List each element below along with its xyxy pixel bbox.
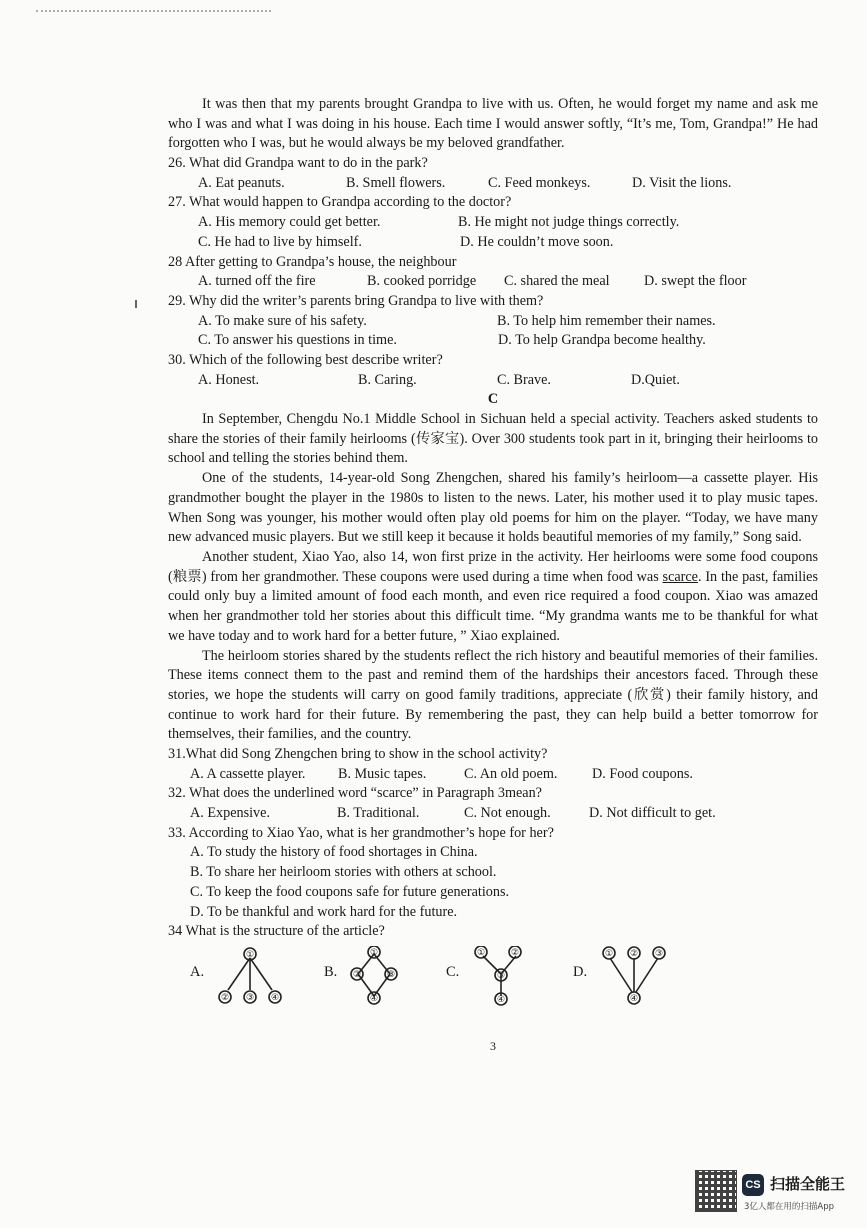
question-33-stem: 33. According to Xiao Yao, what is her grandmother’s hope for her? (168, 824, 554, 841)
option-32c[interactable]: C. Not enough. (464, 805, 551, 822)
option-31d[interactable]: D. Food coupons. (592, 765, 693, 782)
svg-text:①: ① (369, 947, 379, 958)
svg-text:①: ① (604, 948, 614, 959)
svg-text:③: ③ (654, 948, 664, 959)
question-32-options (168, 804, 818, 824)
option-27d[interactable]: D. He couldn’t move soon. (460, 233, 614, 250)
passage-c-paragraph-4: The heirloom stories shared by the students reflect the rich history and beautiful memories of their families. These items connect them to the past and remind them of the hardships their ancestors faced. Through these stories, we hope the students will carry on good family traditions, appreciate (欣赏) their family history, and continue to work hard for their future. By remembering the past, they can help build a better tomorrow for themselves, their families, and the country. (168, 647, 818, 743)
option-29d[interactable]: D. To help Grandpa become healthy. (498, 332, 706, 349)
diagram-c[interactable] (468, 946, 538, 1008)
structure-diagrams (168, 946, 818, 1016)
diagram-d[interactable] (596, 946, 676, 1008)
svg-text:①: ① (476, 947, 486, 958)
passage-c-paragraph-3 (168, 548, 818, 647)
svg-text:②: ② (629, 948, 639, 959)
passage-c-paragraph-2: One of the students, 14-year-old Song Zhengchen, shared his family’s heirloom—a cassette player. His grandmother bought the player in the 1980s to listen to the news. Later, his mother used it to play music tapes. When Song was younger, his mother would often play old poems for him on the player. “Today, we have many new advanced music players. But we still keep it because it holds beautiful memories of my family,” Song said. (168, 470, 818, 546)
option-28a[interactable]: A. turned off the fire (198, 273, 316, 290)
diagram-a[interactable] (212, 946, 292, 1008)
svg-text:④: ④ (629, 993, 639, 1004)
svg-text:③: ③ (386, 969, 396, 980)
section-c-title: C (487, 391, 499, 408)
page-number: 3 (490, 1039, 496, 1053)
underlined-word-scarce: scarce (662, 568, 698, 585)
question-29-options-row1 (168, 312, 818, 332)
option-33a-row (168, 843, 818, 863)
option-28b[interactable]: B. cooked porridge (367, 273, 477, 290)
passage-b-ending: It was then that my parents brought Grandpa to live with us. Often, he would forget my name and ask me who I was and what I was doing in his house. Each time I would answer softly, “It’s me, Tom, Grandpa!” He had forgotten who I was, but he would always be my beloved grandfather. (168, 96, 818, 152)
option-29a[interactable]: A. To make sure of his safety. (198, 312, 367, 329)
option-33c-row (168, 883, 818, 903)
passage-c-paragraph-1: In September, Chengdu No.1 Middle School in Sichuan held a special activity. Teachers asked students to share the stories of their family heirlooms (传家宝). Over 300 students took part in it, bringing their heirlooms to school and telling the stories behind them. (168, 411, 818, 467)
svg-text:④: ④ (496, 994, 506, 1005)
option-32d[interactable]: D. Not difficult to get. (589, 805, 716, 822)
camscanner-badge: CS (742, 1174, 764, 1196)
question-29-stem: 29. Why did the writer’s parents bring Grandpa to live with them? (168, 292, 544, 309)
diagram-d-label[interactable]: D. (573, 963, 588, 980)
option-32b[interactable]: B. Traditional. (337, 805, 420, 822)
option-28d[interactable]: D. swept the floor (644, 273, 747, 290)
option-30b[interactable]: B. Caring. (358, 371, 417, 388)
scan-noise (36, 2, 271, 12)
diagram-a-label[interactable]: A. (190, 963, 205, 980)
option-26a[interactable]: A. Eat peanuts. (198, 174, 285, 191)
question-30-stem: 30. Which of the following best describe writer? (168, 351, 443, 368)
option-26d[interactable]: D. Visit the lions. (632, 174, 732, 191)
question-26-stem: 26. What did Grandpa want to do in the park? (168, 155, 428, 172)
option-33a[interactable]: A. To study the history of food shortages in China. (190, 844, 478, 861)
diagram-b[interactable] (348, 946, 408, 1008)
question-29-options-row2 (168, 331, 818, 351)
option-33d[interactable]: D. To be thankful and work hard for the future. (190, 903, 458, 920)
option-30d[interactable]: D.Quiet. (631, 371, 680, 388)
question-26-options (168, 174, 818, 194)
question-27-stem: 27. What would happen to Grandpa according to the doctor? (168, 194, 512, 211)
option-33b[interactable]: B. To share her heirloom stories with others at school. (190, 864, 497, 881)
svg-text:③: ③ (245, 992, 255, 1003)
question-27-options-row1 (168, 213, 818, 233)
option-29c[interactable]: C. To answer his questions in time. (198, 332, 397, 349)
option-30c[interactable]: C. Brave. (497, 371, 551, 388)
option-26c[interactable]: C. Feed monkeys. (488, 174, 591, 191)
question-28-options (168, 272, 818, 292)
question-34-stem: 34 What is the structure of the article? (168, 923, 385, 940)
option-26b[interactable]: B. Smell flowers. (346, 174, 446, 191)
paragraph-3-text-end: . In the past, families could only buy a limited amount of food each month, and even rice required a food coupon. Xiao was amazed when her grandmother told her stories about this difficult time. “My grandma wants me to be thankful for what we have today and to work hard for a better future, ” Xiao explained. (168, 568, 818, 644)
option-30a[interactable]: A. Honest. (198, 371, 260, 388)
svg-text:②: ② (352, 969, 362, 980)
diagram-c-label[interactable]: C. (446, 963, 460, 980)
scanner-tagline: 3亿人都在用的扫描App (744, 1202, 835, 1212)
option-28c[interactable]: C. shared the meal (504, 273, 610, 290)
option-33b-row (168, 863, 818, 883)
scanner-brand-name: 扫描全能王 (770, 1175, 846, 1193)
svg-text:④: ④ (369, 993, 379, 1004)
svg-text:②: ② (220, 992, 230, 1003)
option-27a[interactable]: A. His memory could get better. (198, 214, 381, 231)
option-32a[interactable]: A. Expensive. (190, 805, 270, 822)
scan-mark (135, 300, 137, 308)
option-33d-row (168, 903, 818, 923)
scanner-watermark (695, 1170, 855, 1215)
question-30-options (168, 371, 818, 391)
option-31c[interactable]: C. An old poem. (464, 765, 558, 782)
option-29b[interactable]: B. To help him remember their names. (497, 312, 716, 329)
question-32-stem: 32. What does the underlined word “scarce” in Paragraph 3mean? (168, 785, 542, 802)
option-31a[interactable]: A. A cassette player. (190, 765, 306, 782)
option-31b[interactable]: B. Music tapes. (338, 765, 427, 782)
question-31-options (168, 765, 818, 785)
question-27-options-row2 (168, 233, 818, 253)
option-33c[interactable]: C. To keep the food coupons safe for future generations. (190, 883, 510, 900)
paragraph-3-text-start: Another student, Xiao Yao, also 14, won first prize in the activity. Her heirlooms were some food coupons (粮票) from her grandmother. These coupons were used during a time when food was (168, 548, 818, 585)
svg-text:①: ① (245, 949, 255, 960)
option-27c[interactable]: C. He had to live by himself. (198, 233, 362, 250)
svg-text:③: ③ (496, 970, 506, 981)
diagram-b-label[interactable]: B. (324, 963, 338, 980)
page-content (168, 95, 818, 1016)
question-28-stem: 28 After getting to Grandpa’s house, the neighbour (168, 253, 457, 270)
svg-text:②: ② (510, 947, 520, 958)
option-27b[interactable]: B. He might not judge things correctly. (458, 214, 680, 231)
question-31-stem: 31.What did Song Zhengchen bring to show in the school activity? (168, 746, 548, 763)
svg-text:④: ④ (270, 992, 280, 1003)
qr-code-icon (695, 1170, 737, 1212)
